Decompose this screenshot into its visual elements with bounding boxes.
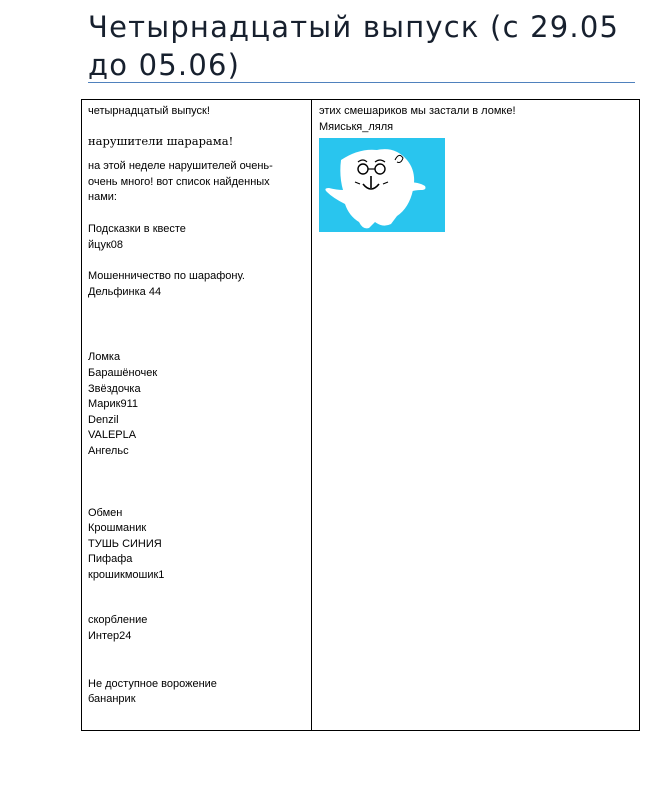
content-table: [81, 99, 640, 731]
group-label: Мошенничество по шарафону.: [88, 270, 245, 283]
caught-column: [312, 100, 639, 730]
title-divider: [88, 82, 635, 83]
character-drawing-picture: [319, 138, 445, 232]
violator-name: Барашёночек: [88, 366, 158, 379]
intro-text: на этой неделе нарушителей очень-очень много! вот список найденных нами:: [88, 160, 273, 204]
violator-name: VALEPLA: [88, 429, 137, 442]
violator-name: Звёздочка: [88, 382, 141, 395]
violator-name: Дельфинка 44: [88, 285, 162, 298]
group-label: Обмен: [88, 506, 123, 519]
violator-name: бананрик: [88, 693, 136, 706]
character-drawing-icon: [319, 138, 445, 232]
group-label: Не доступное ворожение: [88, 677, 217, 690]
violator-name: Крошманик: [88, 522, 147, 535]
violator-name: Пифафа: [88, 553, 133, 566]
caught-caption: этих смешариков мы застали в ломке!: [319, 105, 516, 117]
violator-name: Ангельс: [88, 444, 129, 457]
violator-name: Интер24: [88, 630, 132, 643]
issue-line: четырнадцатый выпуск!: [88, 105, 210, 117]
document-title: Четырнадцатый выпуск (с 29.05 до 05.06): [88, 10, 620, 82]
violator-name: крошикмошик1: [88, 568, 165, 581]
violator-name: Denzil: [88, 413, 119, 426]
group-label: Подсказки в квесте: [88, 222, 186, 235]
group-label: скорбление: [88, 614, 148, 627]
violator-name: Марик911: [88, 398, 139, 411]
caught-name: Мяиськя_ляля: [319, 120, 394, 133]
group-label: Ломка: [88, 351, 121, 364]
violator-name: ТУШЬ СИНИЯ: [88, 537, 162, 550]
violators-column: [82, 100, 312, 730]
violators-heading: нарушители шарарама!: [88, 133, 234, 148]
violator-name: йцук08: [88, 238, 123, 251]
